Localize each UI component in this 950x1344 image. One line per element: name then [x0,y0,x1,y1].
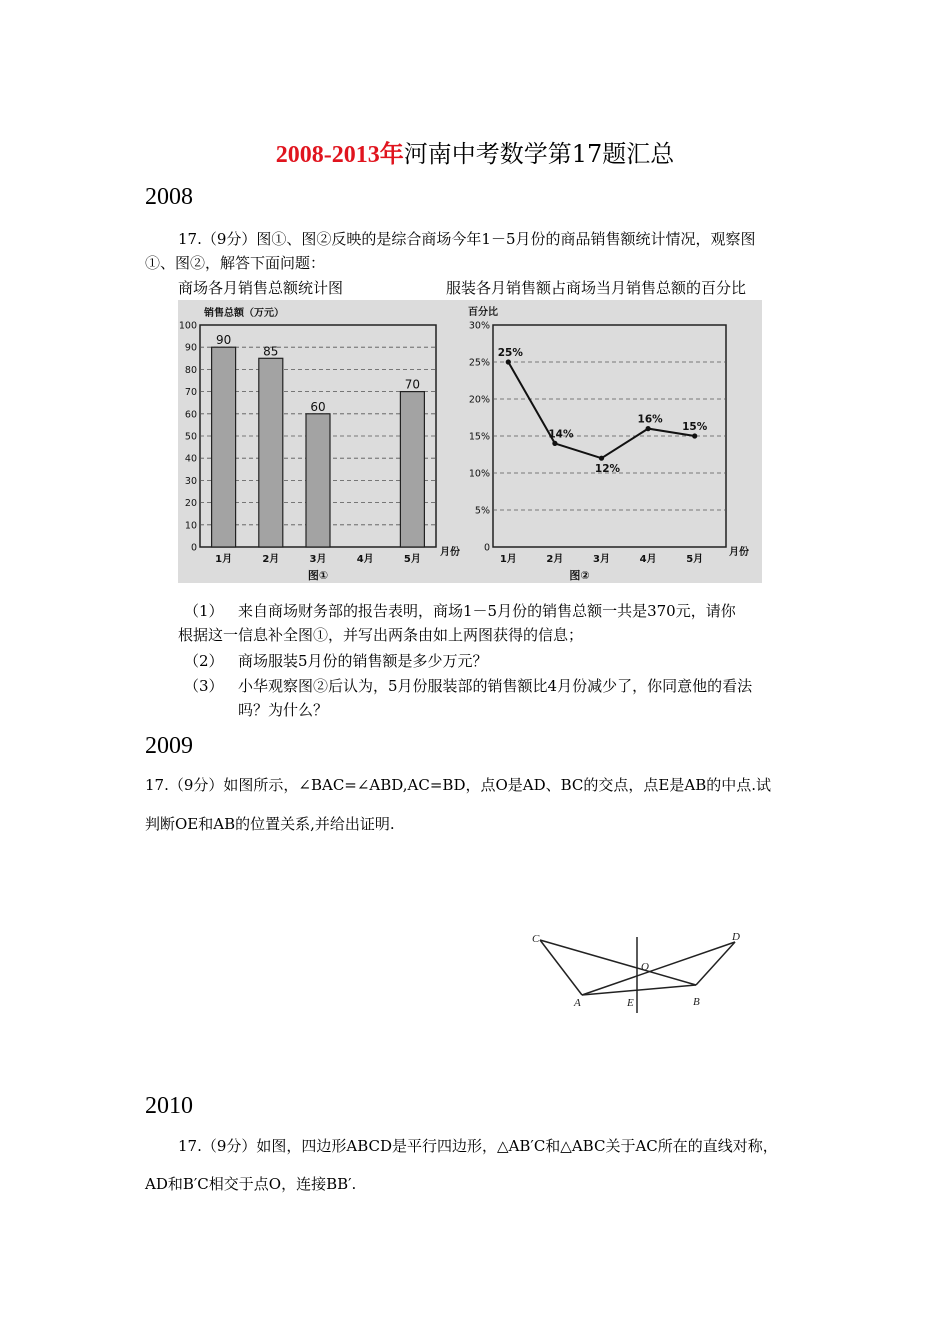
bar-value-label: 60 [310,399,326,414]
q1-text: 来自商场财务部的报告表明，商场1－5月份的销售总额一共是370元，请你 [238,602,736,620]
q3-text-cont: 吗？为什么？ [238,701,329,719]
line-value-label: 16% [637,413,663,426]
line-value-label: 12% [594,463,621,476]
line-chart-xtick-label: 2月 [546,554,564,565]
bar-chart-ytick-label: 70 [184,387,197,399]
bar-chart-ytick-label: 20 [184,498,197,510]
bar-chart-ytick-label: 90 [184,342,197,354]
label-a: A [574,997,581,1009]
bar-chart-ytick-label: 100 [178,320,197,332]
caption-left-chart: 商场各月销售总额统计图 [178,279,344,297]
line-chart-xtick-label: 3月 [593,554,610,565]
chart-figure [178,300,762,583]
line-series [508,362,694,458]
question-2010-line2: AD和B′C相交于点O，连接BB′. [145,1175,357,1193]
q1-text-cont: 根据这一信息补全图①，并写出两条由如上两图获得的信息； [178,626,584,644]
q3-text: 小华观察图②后认为，5月份服装部的销售额比4月份减少了，你同意他的看法 [238,677,753,695]
segment-ca [540,940,582,995]
bar-chart-xtick-label: 1月 [215,554,233,565]
title-years: 2008-2013年 [275,142,404,168]
page-title [0,134,950,169]
label-o: O [641,961,649,973]
bar-value-label: 85 [263,344,279,359]
line-chart-ytick-label: 15% [468,431,490,443]
line-chart-xtick-label: 4月 [639,554,657,565]
bar-value-label: 70 [404,377,421,392]
line-chart-xtick-label: 5月 [686,554,704,565]
bar-5 [400,392,424,547]
bar-1 [212,347,236,547]
line-chart-xlabel: 月份 [729,547,749,558]
caption-right-chart: 服装各月销售额占商场当月销售总额的百分比 [446,279,747,297]
charts-svg [178,300,762,583]
bar-chart-xlabel: 月份 [440,547,460,558]
line-chart-ytick-label: 30% [468,320,490,332]
q1-number: （1） [184,602,224,620]
line-value-label: 15% [682,421,708,433]
bar-chart-xtick-label: 3月 [309,554,327,565]
bar-value-label: 90 [215,333,232,348]
year-heading-2008: 2008 [145,184,193,210]
segment-ab [582,985,696,995]
bar-chart-ytick-label: 0 [190,542,197,554]
year-heading-2009: 2009 [145,733,193,759]
segment-da [582,942,735,995]
line-chart-ytick-label: 5% [474,505,490,517]
bar-chart-ytick-label: 40 [184,453,197,465]
segment-cb [540,940,696,985]
label-e: E [627,997,634,1009]
bar-chart-ylabel: 销售总额（万元） [204,308,284,319]
bar-chart-ytick-label: 30 [184,475,197,487]
line-chart-ylabel: 百分比 [468,307,498,318]
bar-3 [306,414,330,547]
geometry-diagram-2009 [520,925,760,1020]
line-chart-xtick-label: 1月 [499,554,517,565]
q2-text: 商场服装5月份的销售额是多少万元？ [238,652,488,670]
line-chart-figure-label: 图② [569,569,590,582]
line-point-1 [506,359,511,364]
label-d: D [732,931,740,943]
bar-2 [259,358,283,547]
bar-chart-ytick-label: 80 [184,364,197,376]
question-2009-line1: 17.（9分）如图所示，∠BAC=∠ABD,AC=BD，点O是AD、BC的交点，点E是AB的中点.试 [145,776,771,794]
q3-number: （3） [184,677,224,695]
bar-chart-xtick-label: 5月 [403,554,421,565]
bar-chart-figure-label: 图① [307,569,329,582]
line-value-label: 14% [548,428,574,441]
bar-chart-ytick-label: 50 [184,431,197,443]
line-chart-ytick-label: 0 [483,542,490,554]
line-point-4 [646,426,651,431]
bar-chart-ytick-label: 10 [184,520,197,532]
line-chart-ytick-label: 20% [468,394,490,406]
bar-chart-ytick-label: 60 [184,409,197,421]
question-2009-line2: 判断OE和AB的位置关系,并给出证明. [145,815,395,833]
line-point-2 [552,441,557,446]
line-value-label: 25% [497,347,523,359]
label-c: C [532,933,540,945]
question-2008-intro-line2: ①、图②，解答下面问题： [145,254,326,272]
year-heading-2010: 2010 [145,1093,193,1119]
label-b: B [693,996,700,1008]
line-point-5 [692,433,697,438]
question-2008-intro-line1: 17.（9分）图①、图②反映的是综合商场今年1－5月份的商品销售额统计情况，观察图 [178,230,756,248]
line-chart-ytick-label: 10% [468,468,490,480]
q2-number: （2） [184,652,224,670]
title-text: 河南中考数学第17题汇总 [403,140,675,168]
bar-chart-xtick-label: 4月 [356,554,374,565]
bar-chart-xtick-label: 2月 [262,554,280,565]
question-2010-line1: 17.（9分）如图，四边形ABCD是平行四边形，△AB′C和△ABC关于AC所在的直线对称， [178,1137,778,1155]
line-chart-ytick-label: 25% [468,357,490,369]
line-point-3 [599,456,604,461]
